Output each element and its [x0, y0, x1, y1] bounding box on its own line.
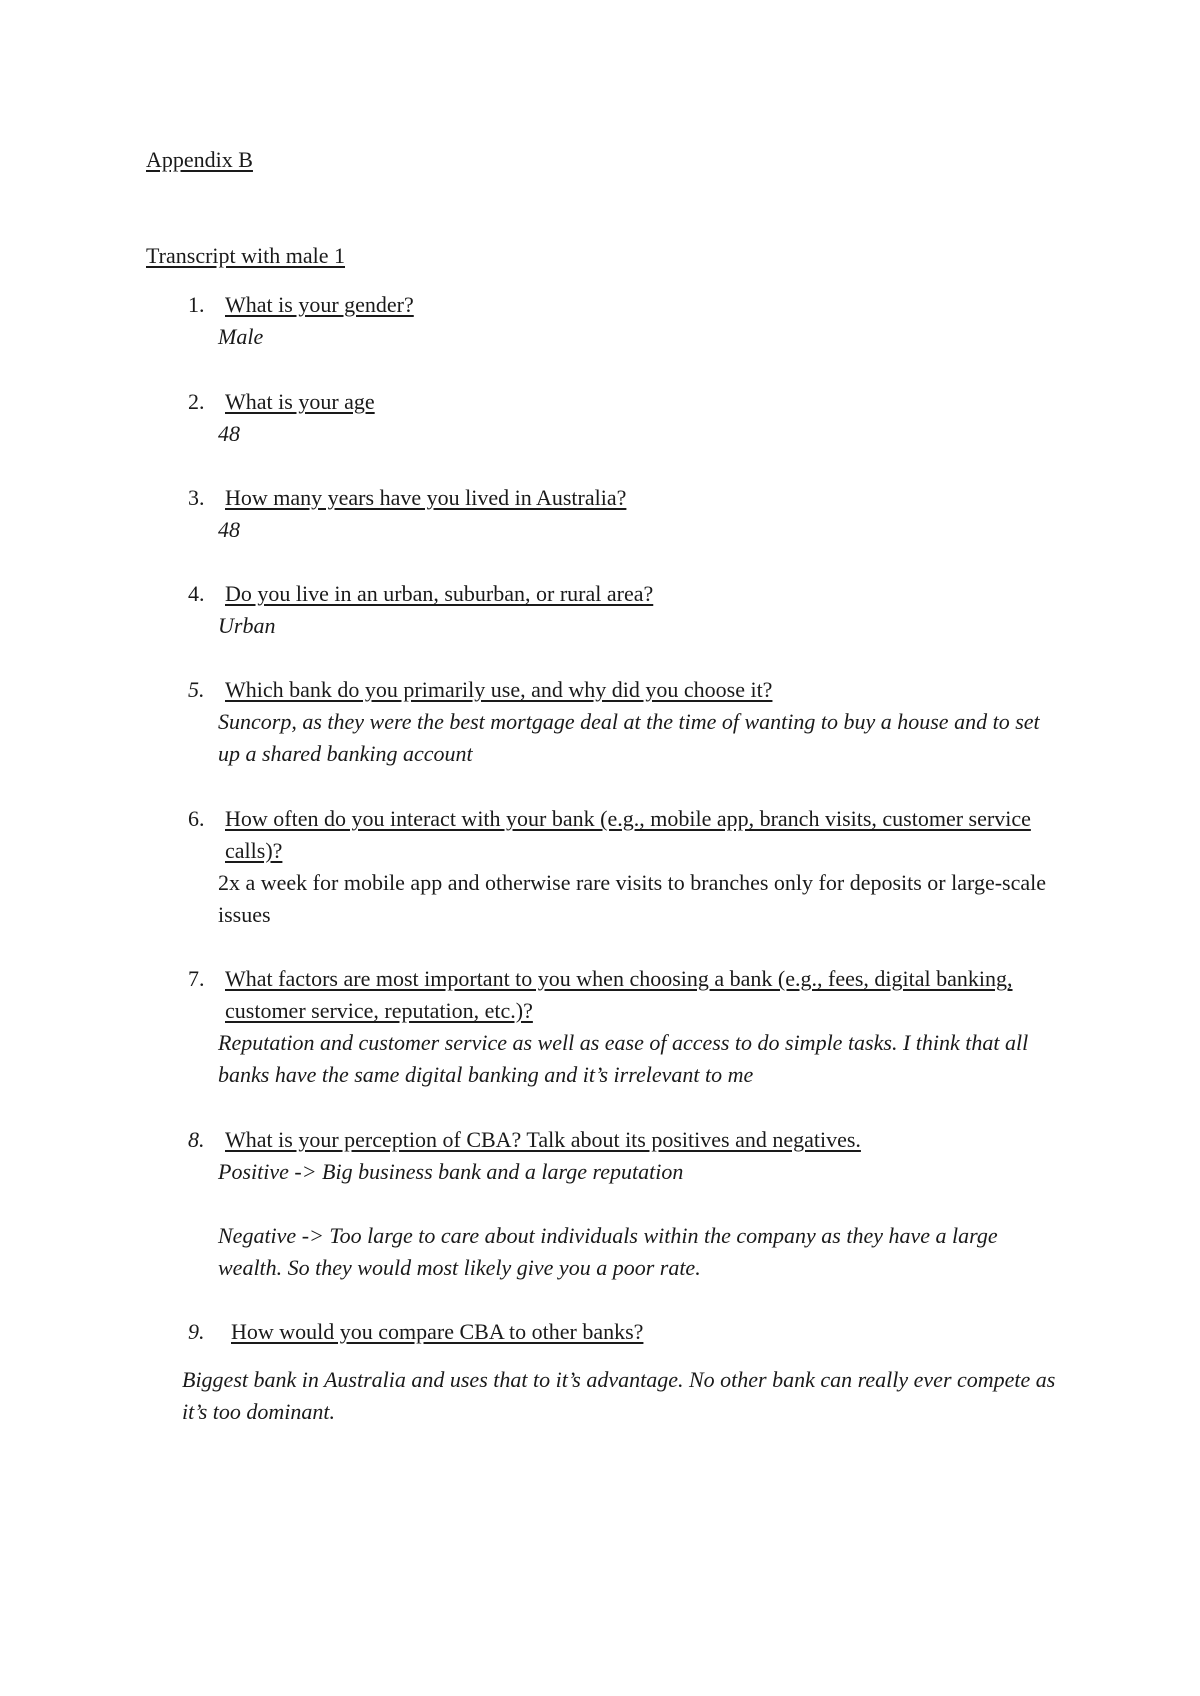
- answer-text: Urban: [218, 613, 276, 638]
- answer-text: Suncorp, as they were the best mortgage deal at the time of wanting to buy a house and to set up a shared banking account: [218, 709, 1040, 766]
- question-text: What is your gender?: [225, 292, 414, 317]
- appendix-title: Appendix B: [146, 147, 253, 172]
- question-number: 9.: [188, 1319, 205, 1344]
- question-number: 2.: [188, 389, 205, 414]
- question-text: What factors are most important to you when choosing a bank (e.g., fees, digital banking, customer service, reputation, etc.)?: [225, 966, 1013, 1023]
- question-text: How many years have you lived in Australia?: [225, 485, 627, 510]
- answer-text: 48: [218, 517, 240, 542]
- question-text: How often do you interact with your bank (e.g., mobile app, branch visits, customer service calls)?: [225, 806, 1031, 863]
- question-number: 3.: [188, 485, 205, 510]
- answer-text: 48: [218, 421, 240, 446]
- question-number: 4.: [188, 581, 205, 606]
- answer-text: Reputation and customer service as well as ease of access to do simple tasks. I think that all banks have the same digital banking and it’s irrelevant to me: [218, 1030, 1029, 1087]
- question-text: How would you compare CBA to other banks?: [231, 1319, 644, 1344]
- question-number: 8.: [188, 1127, 205, 1152]
- question-text: Which bank do you primarily use, and why did you choose it?: [225, 677, 773, 702]
- question-number: 5.: [188, 677, 205, 702]
- answer-text: 2x a week for mobile app and otherwise rare visits to branches only for deposits or large-scale issues: [218, 870, 1046, 927]
- final-answer-text: Biggest bank in Australia and uses that to it’s advantage. No other bank can really ever compete as it’s too dominant.: [182, 1367, 1056, 1424]
- question-number: 6.: [188, 806, 205, 831]
- question-text: Do you live in an urban, suburban, or rural area?: [225, 581, 654, 606]
- answer-negative-text: Negative -> Too large to care about individuals within the company as they have a large wealth. So they would most likely give you a poor rate.: [218, 1223, 998, 1280]
- question-number: 1.: [188, 292, 205, 317]
- answer-text: Male: [218, 324, 264, 349]
- transcript-title: Transcript with male 1: [146, 243, 345, 268]
- question-number: 7.: [188, 966, 205, 991]
- question-text: What is your age: [225, 389, 375, 414]
- question-text: What is your perception of CBA? Talk about its positives and negatives.: [225, 1127, 861, 1152]
- answer-positive-text: Positive -> Big business bank and a large reputation: [218, 1159, 684, 1184]
